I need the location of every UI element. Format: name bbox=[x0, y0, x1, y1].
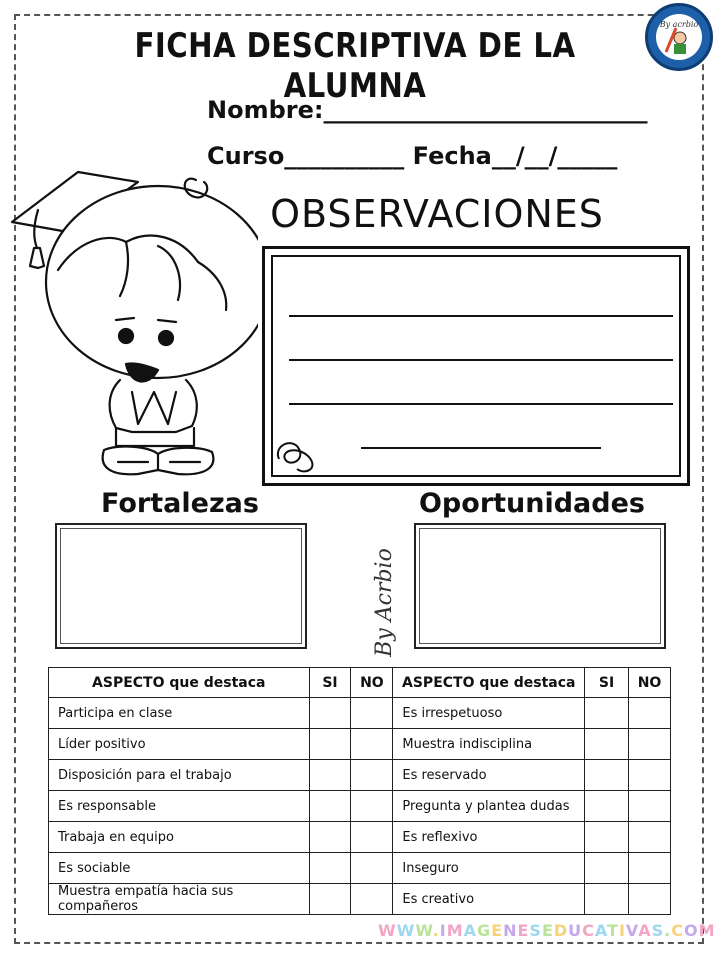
footer-letter: A bbox=[463, 921, 477, 940]
observaciones-line bbox=[289, 359, 673, 361]
check-no-cell[interactable] bbox=[351, 791, 393, 822]
curso-fecha-field[interactable]: Curso__________ Fecha__/__/_____ bbox=[207, 142, 618, 170]
header-aspecto-right: ASPECTO que destaca bbox=[393, 668, 585, 698]
footer-letter: G bbox=[477, 921, 492, 940]
table-row bbox=[49, 884, 671, 915]
check-no-cell[interactable] bbox=[629, 884, 671, 915]
check-si-cell[interactable] bbox=[309, 884, 351, 915]
aspect-right: Pregunta y plantea dudas bbox=[393, 791, 585, 822]
aspect-right: Es irrespetuoso bbox=[393, 698, 585, 729]
footer-letter: T bbox=[607, 921, 619, 940]
aspect-left: Participa en clase bbox=[49, 698, 310, 729]
header-si-left: SI bbox=[309, 668, 351, 698]
check-si-cell[interactable] bbox=[309, 729, 351, 760]
footer-letter: M bbox=[446, 921, 464, 940]
footer-letter: I bbox=[618, 921, 626, 940]
aspect-left: Líder positivo bbox=[49, 729, 310, 760]
check-si-cell[interactable] bbox=[585, 853, 629, 884]
observaciones-line bbox=[289, 315, 673, 317]
aspect-right: Es reservado bbox=[393, 760, 585, 791]
footer-letter: C bbox=[671, 921, 684, 940]
check-no-cell[interactable] bbox=[629, 791, 671, 822]
aspect-left: Disposición para el trabajo bbox=[49, 760, 310, 791]
table-row bbox=[49, 698, 671, 729]
footer-letter: . bbox=[432, 921, 440, 940]
check-si-cell[interactable] bbox=[585, 760, 629, 791]
observaciones-box-inner bbox=[271, 255, 681, 477]
check-si-cell[interactable] bbox=[309, 791, 351, 822]
footer-letter: E bbox=[517, 921, 530, 940]
footer-letter: M bbox=[698, 921, 716, 940]
nombre-field[interactable]: Nombre:___________________________ bbox=[207, 96, 648, 124]
observaciones-title: OBSERVACIONES bbox=[270, 192, 604, 236]
aspect-left: Muestra empatía hacia sus compañeros bbox=[49, 884, 310, 915]
observaciones-line bbox=[289, 403, 673, 405]
aspect-left: Es responsable bbox=[49, 791, 310, 822]
footer-letter: U bbox=[568, 921, 583, 940]
table-row bbox=[49, 853, 671, 884]
student-illustration bbox=[8, 170, 258, 486]
check-si-cell[interactable] bbox=[585, 791, 629, 822]
fortalezas-box[interactable] bbox=[55, 523, 307, 649]
footer-letter: E bbox=[491, 921, 504, 940]
author-signature: By Acrbio bbox=[371, 548, 397, 657]
check-si-cell[interactable] bbox=[309, 853, 351, 884]
aspect-right: Es creativo bbox=[393, 884, 585, 915]
check-si-cell[interactable] bbox=[585, 729, 629, 760]
check-no-cell[interactable] bbox=[351, 884, 393, 915]
check-no-cell[interactable] bbox=[351, 729, 393, 760]
table-row bbox=[49, 822, 671, 853]
check-si-cell[interactable] bbox=[585, 822, 629, 853]
logo-text: By acrbio bbox=[659, 20, 699, 29]
check-si-cell[interactable] bbox=[309, 760, 351, 791]
footer-letter: C bbox=[582, 921, 595, 940]
aspect-right: Muestra indisciplina bbox=[393, 729, 585, 760]
footer-letter: D bbox=[553, 921, 569, 940]
check-no-cell[interactable] bbox=[629, 729, 671, 760]
header-no-right: NO bbox=[629, 668, 671, 698]
check-si-cell[interactable] bbox=[309, 698, 351, 729]
footer-letter: A bbox=[638, 921, 652, 940]
check-no-cell[interactable] bbox=[351, 760, 393, 791]
fortalezas-label: Fortalezas bbox=[101, 488, 259, 519]
check-no-cell[interactable] bbox=[629, 853, 671, 884]
page-title: FICHA DESCRIPTIVA DE LA ALUMNA bbox=[134, 26, 576, 106]
table-row bbox=[49, 791, 671, 822]
footer-letter: V bbox=[625, 921, 639, 940]
footer-letter: S bbox=[529, 921, 542, 940]
logo-figure-icon bbox=[656, 14, 702, 60]
check-no-cell[interactable] bbox=[629, 760, 671, 791]
check-si-cell[interactable] bbox=[309, 822, 351, 853]
check-si-cell[interactable] bbox=[585, 884, 629, 915]
swirl-icon bbox=[269, 429, 329, 479]
logo-badge bbox=[656, 14, 702, 60]
aspect-right: Inseguro bbox=[393, 853, 585, 884]
brand-logo bbox=[645, 3, 713, 71]
header-aspecto-left: ASPECTO que destaca bbox=[49, 668, 310, 698]
footer-letter: A bbox=[594, 921, 608, 940]
aspect-left: Es sociable bbox=[49, 853, 310, 884]
check-si-cell[interactable] bbox=[585, 698, 629, 729]
table-row bbox=[49, 760, 671, 791]
oportunidades-box[interactable] bbox=[414, 523, 666, 649]
check-no-cell[interactable] bbox=[351, 698, 393, 729]
aspects-table bbox=[48, 667, 671, 915]
footer-letter: W bbox=[396, 921, 416, 940]
footer-letter: W bbox=[415, 921, 433, 940]
aspect-left: Trabaja en equipo bbox=[49, 822, 310, 853]
observaciones-line bbox=[361, 447, 601, 449]
footer-website bbox=[378, 921, 716, 940]
footer-letter: I bbox=[439, 921, 447, 940]
observaciones-box[interactable] bbox=[262, 246, 690, 486]
check-no-cell[interactable] bbox=[629, 822, 671, 853]
check-no-cell[interactable] bbox=[629, 698, 671, 729]
footer-letter: N bbox=[503, 921, 518, 940]
header-si-right: SI bbox=[585, 668, 629, 698]
table-header-row bbox=[49, 668, 671, 698]
footer-letter: E bbox=[541, 921, 554, 940]
oportunidades-label: Oportunidades bbox=[418, 488, 645, 519]
check-no-cell[interactable] bbox=[351, 822, 393, 853]
footer-letter: O bbox=[683, 921, 699, 940]
check-no-cell[interactable] bbox=[351, 853, 393, 884]
footer-letter: W bbox=[378, 921, 397, 940]
table-row bbox=[49, 729, 671, 760]
aspect-right: Es reflexivo bbox=[393, 822, 585, 853]
footer-letter: S bbox=[651, 921, 665, 940]
footer-letter: . bbox=[664, 921, 672, 940]
header-no-left: NO bbox=[351, 668, 393, 698]
